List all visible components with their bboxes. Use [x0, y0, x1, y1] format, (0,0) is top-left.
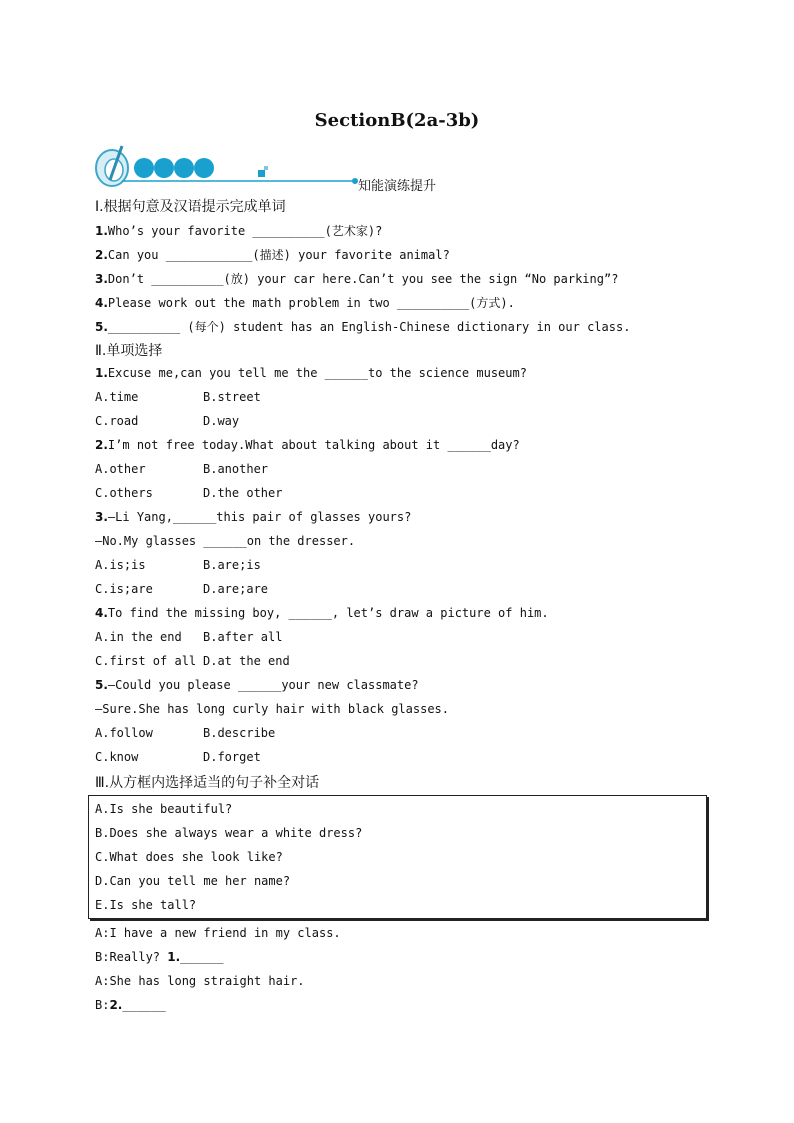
question-number: 5. — [95, 678, 108, 692]
option-b: B.are;is — [203, 558, 261, 572]
question-text: I’m not free today.What about talking about it ______day? — [107, 438, 520, 452]
question-number: 1. — [95, 224, 108, 238]
option-a: A.time — [95, 390, 139, 404]
box-option-b: B.Does she always wear a white dress? — [95, 826, 363, 840]
option-d: D.way — [203, 414, 240, 428]
option-b: B.after all — [203, 630, 283, 644]
s1-question-4 — [95, 294, 515, 311]
question-number: 2. — [95, 438, 108, 452]
question-text: —Li Yang,______this pair of glasses yours? — [107, 510, 412, 524]
option-c: C.others — [95, 486, 153, 500]
question-number: 3. — [95, 510, 108, 524]
option-b: B.street — [203, 390, 261, 404]
blank-number: 1. — [167, 950, 181, 964]
answer-blank: ______ — [122, 998, 166, 1012]
dialog-speaker-text: B:Really? — [95, 950, 168, 964]
box-option-d: D.Can you tell me her name? — [95, 874, 291, 888]
question-text: To find the missing boy, ______, let’s draw a picture of him. — [107, 606, 549, 620]
dialog-line-3: A:She has long straight hair. — [95, 974, 305, 988]
option-a: A.in the end — [95, 630, 182, 644]
option-d: D.the other — [203, 486, 283, 500]
s2-question-3 — [95, 510, 411, 524]
dialog-line-1: A:I have a new friend in my class. — [95, 926, 341, 940]
s1-question-2 — [95, 246, 450, 263]
option-d: D.at the end — [203, 654, 290, 668]
box-option-e: E.Is she tall? — [95, 898, 197, 912]
question-text: Excuse me,can you tell me the ______to the science museum? — [107, 366, 527, 380]
s2-question-4 — [95, 606, 549, 620]
brush-logo-icon — [96, 146, 128, 186]
option-d: D.are;are — [203, 582, 269, 596]
dialog-speaker-text: B: — [95, 998, 110, 1012]
option-c: C.is;are — [95, 582, 153, 596]
option-d: D.forget — [203, 750, 261, 764]
answer-blank: ______ — [180, 950, 224, 964]
page-title: SectionB(2a-3b) — [314, 110, 480, 131]
option-a: A.other — [95, 462, 146, 476]
question-number: 1. — [95, 366, 108, 380]
s1-question-3 — [95, 270, 618, 287]
question-text: Please work out the math problem in two __________(方式). — [107, 296, 515, 310]
question-text-line-2: —Sure.She has long curly hair with black glasses. — [95, 702, 450, 716]
s1-question-1 — [95, 222, 382, 239]
question-number: 2. — [95, 248, 108, 262]
section-1-heading: Ⅰ.根据句意及汉语提示完成单词 — [95, 199, 286, 215]
s1-question-5 — [95, 318, 630, 335]
question-number: 3. — [95, 272, 108, 286]
dots-decoration-icon — [134, 158, 214, 178]
option-c: C.know — [95, 750, 139, 764]
options-box — [88, 795, 707, 919]
option-c: C.road — [95, 414, 139, 428]
squares-decoration-icon — [258, 166, 268, 177]
option-a: A.follow — [95, 726, 153, 740]
banner-label: 知能演练提升 — [358, 179, 437, 194]
question-number: 4. — [95, 296, 108, 310]
question-number: 4. — [95, 606, 108, 620]
box-option-c: C.What does she look like? — [95, 850, 283, 864]
question-text: Who’s your favorite __________(艺术家)? — [107, 224, 383, 238]
option-b: B.describe — [203, 726, 276, 740]
option-a: A.is;is — [95, 558, 146, 572]
option-c: C.first of all — [95, 654, 197, 668]
box-option-a: A.Is she beautiful? — [95, 802, 233, 816]
dialog-line-2 — [95, 950, 224, 964]
s2-question-5 — [95, 678, 419, 692]
dialog-line-4 — [95, 998, 166, 1012]
question-text: __________ (每个) student has an English-Chinese dictionary in our class. — [107, 320, 631, 334]
s2-question-2 — [95, 438, 520, 452]
question-text: —Could you please ______your new classmate? — [107, 678, 419, 692]
blank-number: 2. — [109, 998, 123, 1012]
section-2-heading: Ⅱ.单项选择 — [95, 343, 163, 359]
question-text: Don’t __________(放) your car here.Can’t you see the sign “No parking”? — [107, 272, 619, 286]
section-3-heading: Ⅲ.从方框内选择适当的句子补全对话 — [95, 775, 320, 791]
s2-question-1 — [95, 366, 527, 380]
question-text-line-2: —No.My glasses ______on the dresser. — [95, 534, 356, 548]
question-text: Can you ____________(描述) your favorite animal? — [107, 248, 450, 262]
option-b: B.another — [203, 462, 269, 476]
question-number: 5. — [95, 320, 108, 334]
